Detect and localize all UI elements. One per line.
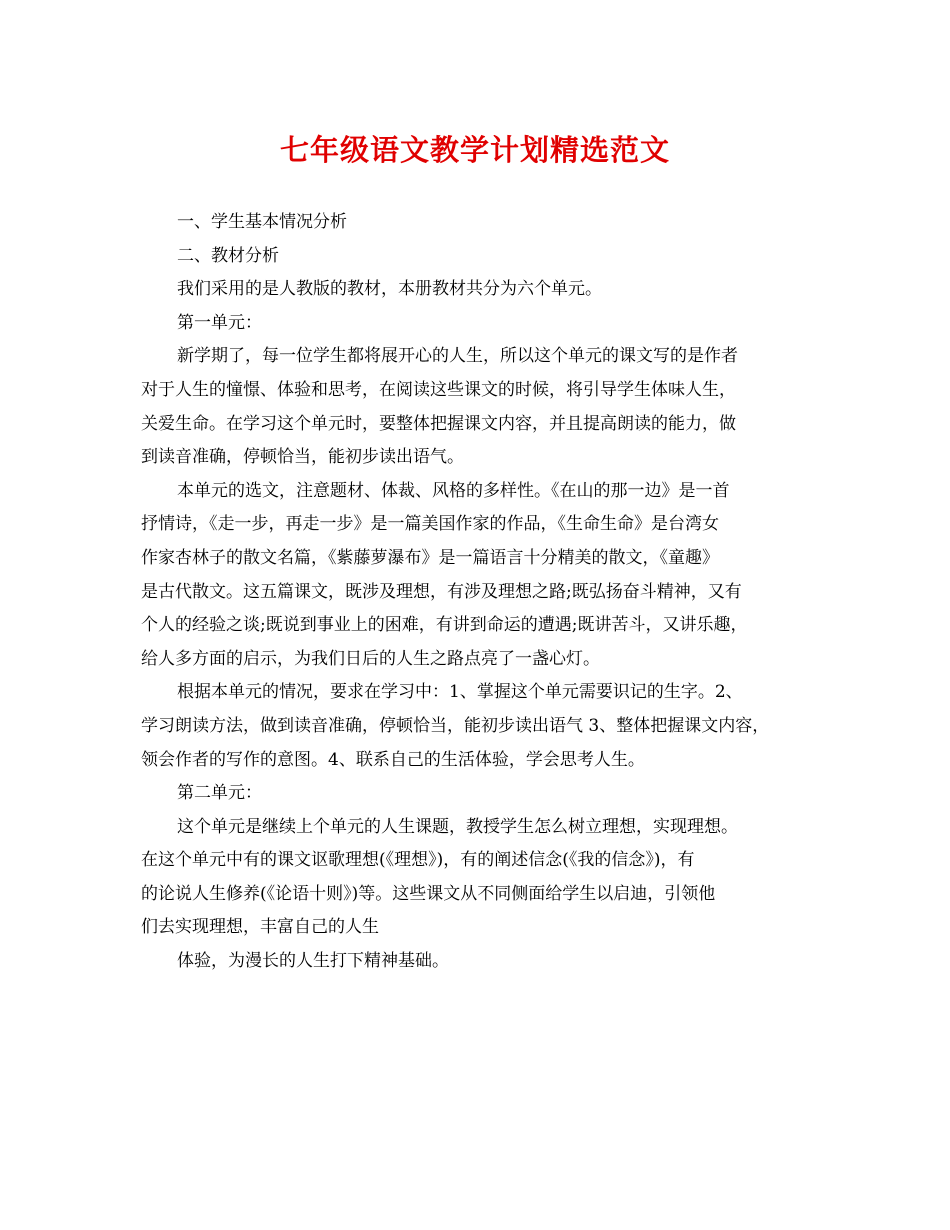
body-text-line: 抒情诗，《走一步，再走一步》是一篇美国作家的作品，《生命生命》是台湾女 — [141, 514, 719, 535]
body-text-line: 作家杏林子的散文名篇，《紫藤萝瀑布》是一篇语言十分精美的散文，《童趣》 — [141, 547, 719, 568]
body-text-line: 领会作者的写作的意图。4、联系自己的生活体验，学会思考人生。 — [141, 749, 645, 770]
body-text-line: 新学期了，每一位学生都将展开心的人生，所以这个单元的课文写的是作者 — [177, 346, 738, 367]
body-text-line: 们去实现理想，丰富自己的人生 — [141, 917, 379, 938]
body-text-line: 一、学生基本情况分析 — [177, 212, 347, 232]
document-title: 七年级语文教学计划精选范文 — [279, 133, 670, 167]
body-text-line: 是古代散文。这五篇课文，既涉及理想，有涉及理想之路;既弘扬奋斗精神，又有 — [141, 581, 742, 602]
body-text-line: 二、教材分析 — [177, 245, 279, 266]
document-body — [141, 206, 841, 979]
body-text-line: 学习朗读方法，做到读音准确，停顿恰当，能初步读出语气 3、整体把握课文内容， — [141, 715, 770, 736]
body-text-line: 第一单元： — [177, 312, 262, 333]
body-text-line: 给人多方面的启示，为我们日后的人生之路点亮了一盏心灯。 — [141, 648, 600, 669]
body-text-line: 体验，为漫长的人生打下精神基础。 — [177, 951, 449, 972]
body-text-line: 这个单元是继续上个单元的人生课题，教授学生怎么树立理想，实现理想。 — [177, 816, 738, 837]
body-text-line: 第二单元： — [177, 783, 262, 804]
body-text-line: 我们采用的是人教版的教材，本册教材共分为六个单元。 — [177, 279, 602, 300]
body-text-line: 关爱生命。在学习这个单元时，要整体把握课文内容，并且提高朗读的能力，做 — [141, 413, 736, 434]
body-text-line: 根据本单元的情况，要求在学习中：1、掌握这个单元需要识记的生字。2、 — [177, 682, 743, 703]
body-text-line: 到读音准确，停顿恰当，能初步读出语气。 — [141, 447, 464, 468]
body-text-line: 的论说人生修养(《论语十则》)等。这些课文从不同侧面给学生以启迪，引领他 — [141, 883, 716, 904]
body-text-line: 在这个单元中有的课文讴歌理想(《理想》)，有的阐述信念(《我的信念》)，有 — [141, 850, 695, 871]
body-text-line: 对于人生的憧憬、体验和思考，在阅读这些课文的时候，将引导学生体味人生， — [141, 379, 736, 400]
body-text-line: 个人的经验之谈;既说到事业上的困难，有讲到命运的遭遇;既讲苦斗，又讲乐趣， — [141, 615, 748, 636]
body-text-line: 本单元的选文，注意题材、体裁、风格的多样性。《在山的那一边》是一首 — [177, 480, 730, 501]
